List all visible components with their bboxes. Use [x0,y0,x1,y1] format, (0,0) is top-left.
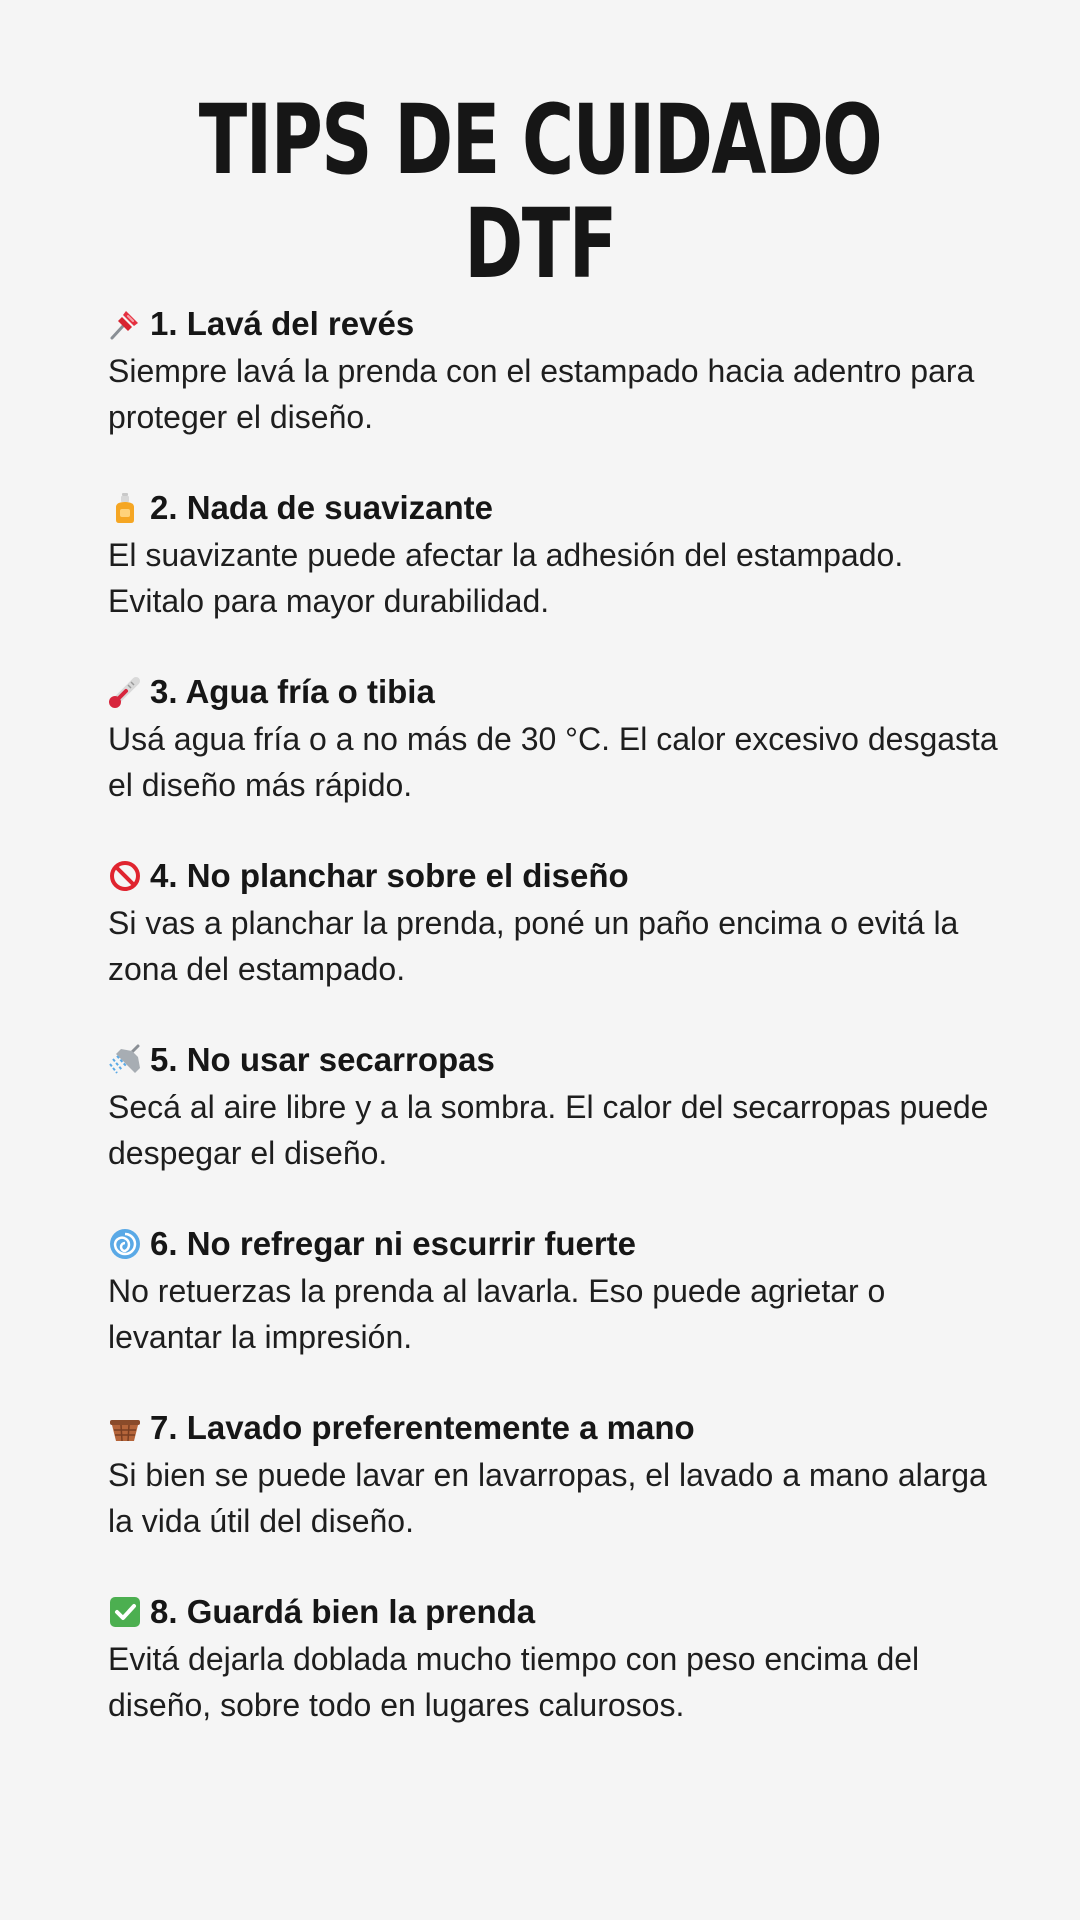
tip-header [108,1036,1008,1084]
tip-item [108,300,1008,484]
tip-text: Si bien se puede lavar en lavarropas, el lavado a mano alarga la vida útil del diseño. [108,1457,987,1539]
tip-heading: 1. Lavá del revés [150,305,415,342]
tip-heading: 5. No usar secarropas [150,1041,495,1078]
tip-text: El suavizante puede afectar la adhesión del estampado. Evitalo para mayor durabilidad. [108,537,904,619]
tip-item [108,484,1008,668]
tip-item [108,1036,1008,1220]
tip-item [108,1404,1008,1588]
tip-heading: 7. Lavado preferentemente a mano [150,1409,695,1446]
tip-text: Usá agua fría o a no más de 30 °C. El calor excesivo desgasta el diseño más rápido. [108,721,998,803]
tip-item [108,1588,1008,1772]
tip-header [108,300,1008,348]
tip-item [108,852,1008,1036]
tips-list [108,300,1008,1772]
tip-heading: 6. No refregar ni escurrir fuerte [150,1225,637,1262]
tip-heading: 8. Guardá bien la prenda [150,1593,536,1630]
tip-heading: 2. Nada de suavizante [150,489,493,526]
check-mark-icon [108,1595,142,1629]
tip-header [108,852,1008,900]
basket-icon [108,1411,142,1445]
tip-text: Evitá dejarla doblada mucho tiempo con peso encima del diseño, sobre todo en lugares calurosos. [108,1641,920,1723]
tip-header [108,484,1008,532]
tip-text: Si vas a planchar la prenda, poné un paño encima o evitá la zona del estampado. [108,905,959,987]
tip-header [108,1220,1008,1268]
tip-item [108,1220,1008,1404]
cyclone-icon [108,1227,142,1261]
tip-heading: 3. Agua fría o tibia [150,673,435,710]
pushpin-icon [108,307,142,341]
thermometer-icon [108,675,142,709]
shower-icon [108,1043,142,1077]
tip-item [108,668,1008,852]
page-title: TIPS DE CUIDADO DTF [198,84,882,300]
tip-header [108,668,1008,716]
prohibited-icon [108,859,142,893]
tip-text: No retuerzas la prenda al lavarla. Eso puede agrietar o levantar la impresión. [108,1273,886,1355]
tip-heading: 4. No planchar sobre el diseño [150,857,629,894]
tip-header [108,1404,1008,1452]
lotion-bottle-icon [108,491,142,525]
tip-header [108,1588,1008,1636]
tip-text: Secá al aire libre y a la sombra. El calor del secarropas puede despegar el diseño. [108,1089,989,1171]
tip-text: Siempre lavá la prenda con el estampado hacia adentro para proteger el diseño. [108,353,975,435]
